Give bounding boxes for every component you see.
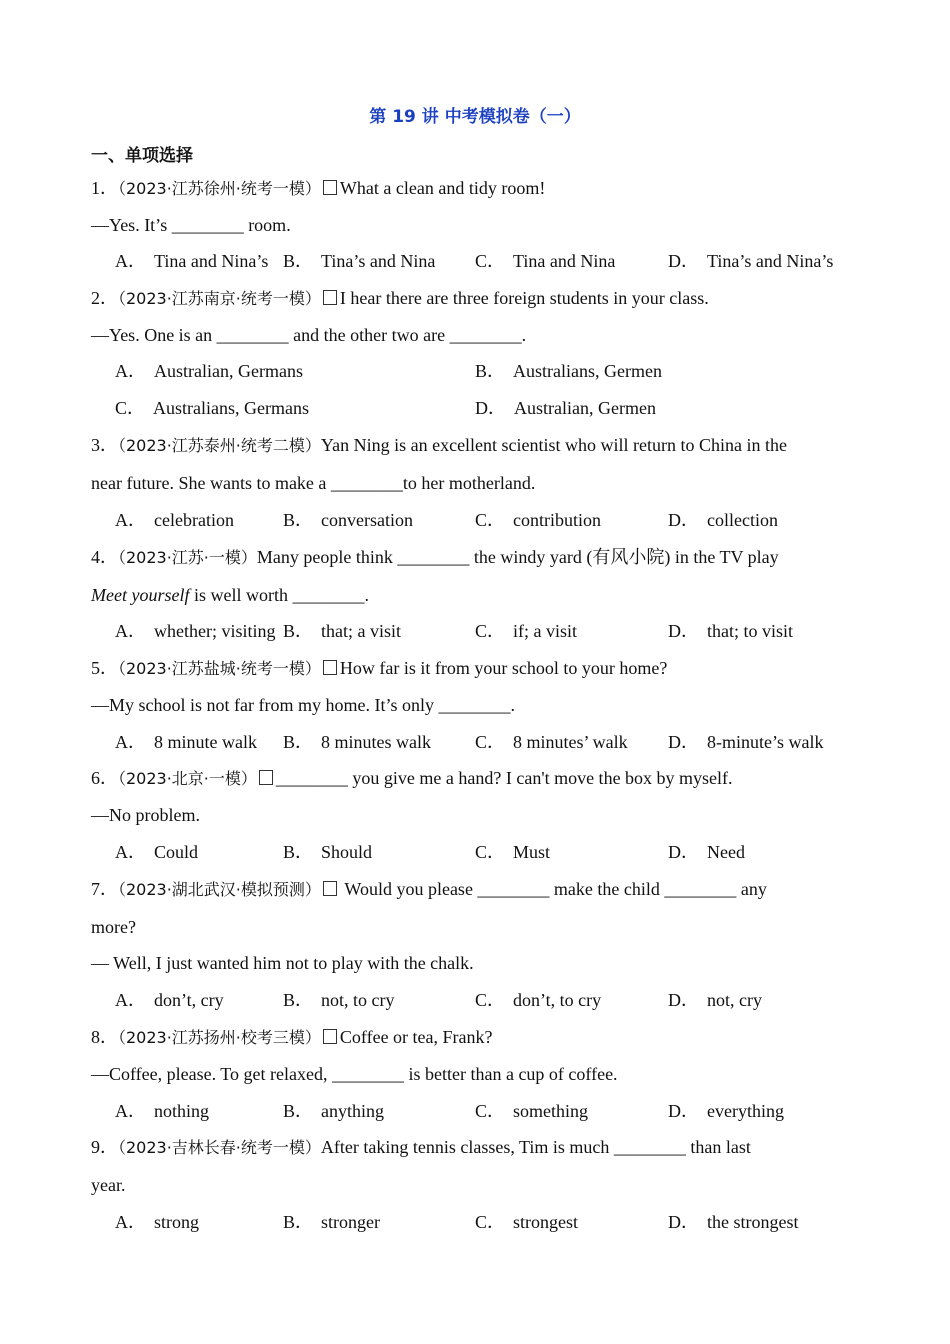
q3-option-d[interactable]: D． collection	[668, 510, 778, 530]
q6-option-d[interactable]: D． Need	[668, 842, 745, 862]
question-2-line2: —Yes. One is an ________ and the other two are ________.	[91, 325, 527, 345]
question-4-line2: Meet yourself is well worth ________.	[91, 585, 369, 605]
checkbox-icon	[323, 290, 337, 305]
q7-option-d[interactable]: D． not, cry	[668, 990, 762, 1010]
q8-option-a[interactable]: A． nothing	[115, 1101, 210, 1121]
q1-option-a[interactable]: A． Tina and Nina’s	[115, 251, 269, 271]
q5-option-c[interactable]: C． 8 minutes’ walk	[475, 732, 628, 752]
question-7-line2: more?	[91, 917, 136, 937]
checkbox-icon	[323, 1029, 337, 1044]
checkbox-icon	[323, 180, 337, 195]
q8-option-b[interactable]: B． anything	[283, 1101, 385, 1121]
q5-option-a[interactable]: A． 8 minute walk	[115, 732, 257, 752]
q4-option-c[interactable]: C． if; a visit	[475, 621, 578, 641]
section-heading: 一、单项选择	[91, 146, 193, 166]
question-8-line2: —Coffee, please. To get relaxed, ________ is better than a cup of coffee.	[91, 1064, 618, 1084]
q2-option-c[interactable]: C． Australians, Germans	[115, 398, 309, 418]
q5-option-b[interactable]: B． 8 minutes walk	[283, 732, 432, 752]
q7-option-c[interactable]: C． don’t, to cry	[475, 990, 602, 1010]
question-9: 9．（2023·吉林长春·统考一模）After taking tennis classes, Tim is much ________ than last	[91, 1137, 751, 1157]
q4-option-d[interactable]: D． that; to visit	[668, 621, 794, 641]
q3-option-b[interactable]: B． conversation	[283, 510, 413, 530]
question-2: 2．（2023·江苏南京·统考一模） I hear there are three foreign students in your class.	[91, 288, 709, 308]
q6-option-a[interactable]: A． Could	[115, 842, 199, 862]
checkbox-icon	[259, 770, 273, 785]
q8-option-d[interactable]: D． everything	[668, 1101, 784, 1121]
question-4: 4．（2023·江苏·一模）Many people think ________ the windy yard (有风小院) in the TV play	[91, 547, 779, 567]
question-8: 8．（2023·江苏扬州·校考三模） Coffee or tea, Frank?	[91, 1027, 493, 1047]
question-5: 5．（2023·江苏盐城·统考一模） How far is it from your school to your home?	[91, 658, 668, 678]
checkbox-icon	[323, 881, 337, 896]
q9-option-a[interactable]: A． strong	[115, 1212, 199, 1232]
q9-option-c[interactable]: C． strongest	[475, 1212, 579, 1232]
q9-option-b[interactable]: B． stronger	[283, 1212, 380, 1232]
question-5-line2: —My school is not far from my home. It’s only ________.	[91, 695, 515, 715]
checkbox-icon	[323, 660, 337, 675]
q5-option-d[interactable]: D． 8-minute’s walk	[668, 732, 824, 752]
q4-option-a[interactable]: A． whether; visiting	[115, 621, 276, 641]
q1-option-c[interactable]: C． Tina and Nina	[475, 251, 616, 271]
q1-option-b[interactable]: B． Tina’s and Nina	[283, 251, 436, 271]
q2-option-a[interactable]: A． Australian, Germans	[115, 361, 303, 381]
q2-option-d[interactable]: D． Australian, Germen	[475, 398, 656, 418]
question-7-line3: — Well, I just wanted him not to play with the chalk.	[91, 953, 474, 973]
q9-option-d[interactable]: D． the strongest	[668, 1212, 799, 1232]
q3-option-a[interactable]: A． celebration	[115, 510, 234, 530]
question-3: 3．（2023·江苏泰州·统考二模）Yan Ning is an excellent scientist who will return to China in the	[91, 435, 788, 455]
question-9-line2: year.	[91, 1175, 126, 1195]
q7-option-b[interactable]: B． not, to cry	[283, 990, 395, 1010]
q3-option-c[interactable]: C． contribution	[475, 510, 602, 530]
q6-option-c[interactable]: C． Must	[475, 842, 551, 862]
question-7: 7．（2023·湖北武汉·模拟预测） Would you please ________ make the child ________ any	[91, 879, 767, 899]
q4-option-b[interactable]: B． that; a visit	[283, 621, 402, 641]
question-1: 1．（2023·江苏徐州·统考一模） What a clean and tidy room!	[91, 178, 546, 198]
q2-option-b[interactable]: B． Australians, Germen	[475, 361, 662, 381]
q1-option-d[interactable]: D． Tina’s and Nina’s	[668, 251, 834, 271]
q7-option-a[interactable]: A． don’t, cry	[115, 990, 224, 1010]
q6-option-b[interactable]: B． Should	[283, 842, 373, 862]
question-6: 6．（2023·北京·一模） ________ you give me a hand? I can't move the box by myself.	[91, 768, 733, 788]
q8-option-c[interactable]: C． something	[475, 1101, 589, 1121]
question-6-line2: —No problem.	[91, 805, 200, 825]
question-3-line2: near future. She wants to make a ________to her motherland.	[91, 473, 536, 493]
question-1-line2: —Yes. It’s ________ room.	[91, 215, 291, 235]
page-title: 第 19 讲 中考模拟卷（一）	[369, 107, 581, 127]
